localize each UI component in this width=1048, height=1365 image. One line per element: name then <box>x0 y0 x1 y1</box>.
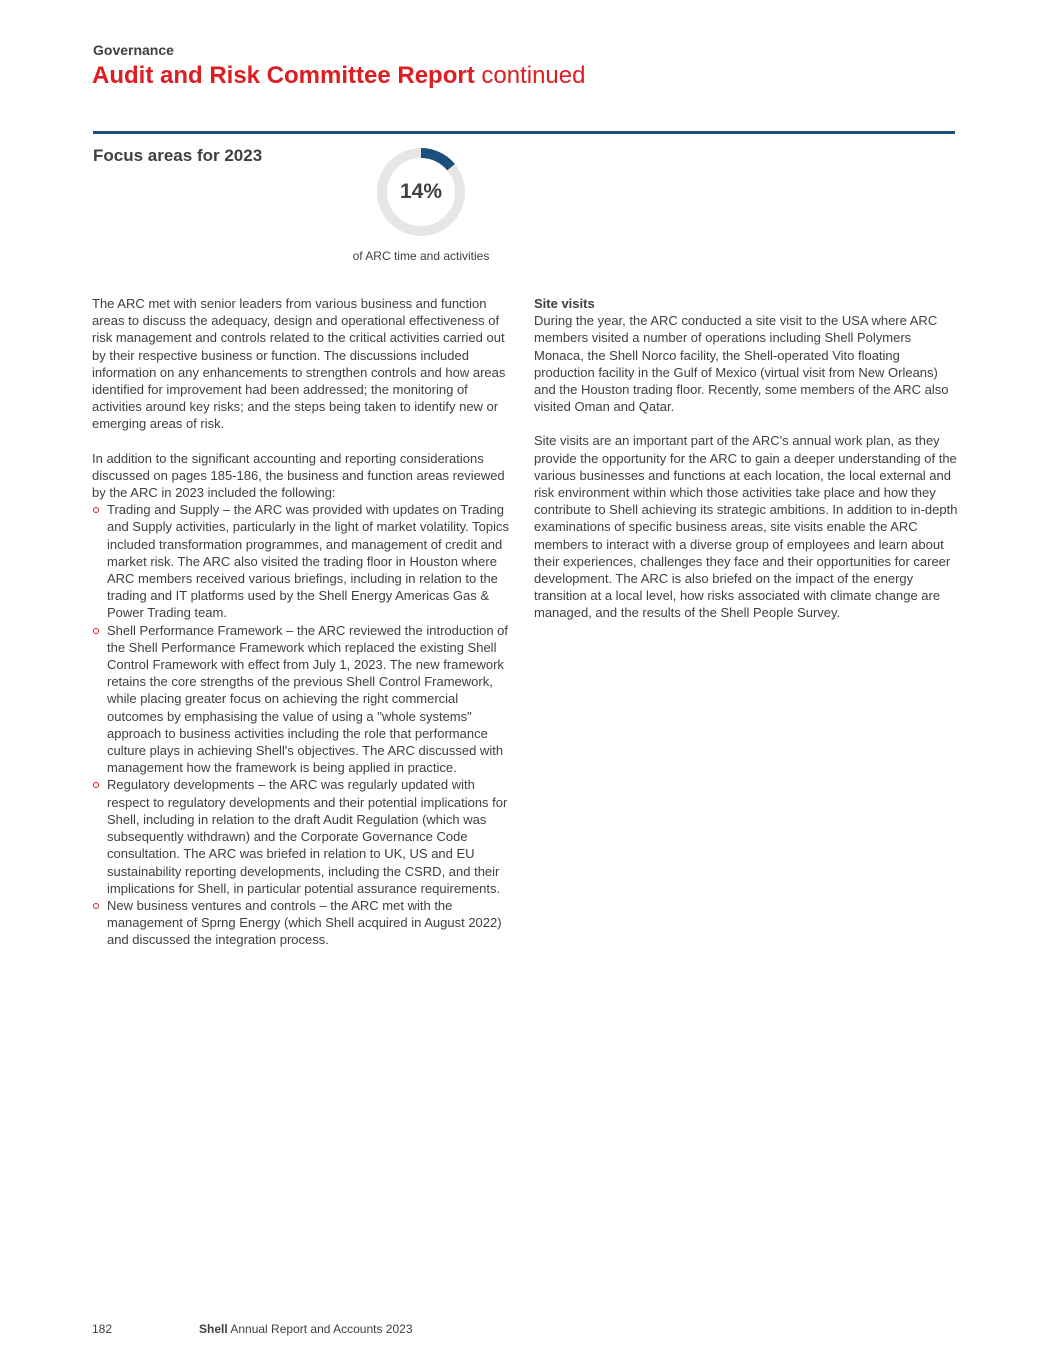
donut-percent-label: 14% <box>399 180 443 203</box>
list-item: Regulatory developments – the ARC was regularly updated with respect to regulatory developments and their potential implications for Shell, including in relation to the draft Audit Regulation (which was subsequently withdrawn) and the Corporate Governance Code consultation. The ARC was briefed in relation to UK, US and EU sustainability reporting developments, including the CSRD, and their implications for Shell, in particular potential assurance requirements. <box>92 776 516 896</box>
footer-brand-name: Shell <box>199 1322 228 1336</box>
list-item: Shell Performance Framework – the ARC reviewed the introduction of the Shell Performance Framework which replaced the existing Shell Control Framework with effect from July 1, 2023. The new framework retains the core strengths of the previous Shell Control Framework, while placing greater focus on achieving the right commercial outcomes by emphasising the value of using a "whole systems" approach to business activities including the role that performance culture plays in achieving Shell's objectives. The ARC discussed with management how the framework is being applied in practice. <box>92 622 516 777</box>
areas-reviewed-list <box>92 501 516 948</box>
areas-reviewed-paragraph: In addition to the significant accounting and reporting considerations discussed on pages 185-186, the business and function areas reviewed by the ARC in 2023 included the following: <box>92 450 505 501</box>
footer-publication <box>199 1322 413 1336</box>
list-item: Trading and Supply – the ARC was provided with updates on Trading and Supply activities, particularly in the light of market volatility. Topics included transformation programmes, and management of credit and market risk. The ARC also visited the trading floor in Houston where ARC members received various briefings, including in relation to the trading and IT platforms used by the Shell Energy Americas Gas & Power Trading team. <box>92 501 516 621</box>
page-title <box>92 62 585 90</box>
right-column <box>534 295 958 622</box>
page-title-main: Audit and Risk Committee Report <box>92 62 475 89</box>
left-column <box>92 295 516 949</box>
site-visits-paragraph-2: Site visits are an important part of the ARC's annual work plan, as they provide the opportunity for the ARC to gain a deeper understanding of the various businesses and functions at each location, the local external and risk environment within which those activities take place and how they contribute to Shell achieving its strategic ambitions. In addition to in-depth examinations of specific business areas, site visits enable the ARC members to interact with a diverse group of employees and learn about their experiences, challenges they face and their opportunities for career development. The ARC is also briefed on the impact of the energy transition at a local level, how risks associated with climate change are managed, and the results of the Shell People Survey. <box>534 433 958 621</box>
footer-publication-title: Annual Report and Accounts 2023 <box>230 1322 413 1336</box>
page-title-suffix: continued <box>481 62 586 89</box>
site-visits-paragraph-1: During the year, the ARC conducted a site visit to the USA where ARC members visited a number of operations including Shell Polymers Monaca, the Shell Norco facility, the Shell-operated Vito floating production facility in the Gulf of Mexico (virtual visit from New Orleans) and the Houston trading floor. Recently, some members of the ARC also visited Oman and Qatar. <box>534 313 949 415</box>
intro-paragraph: The ARC met with senior leaders from various business and function areas to discuss the adequacy, design and operational effectiveness of risk management and controls related to the critical activities carried out by their respective business or function. The discussions included information on any enhancements to strengthen controls and how areas identified for improvement had been addressed; the monitoring of activities around key risks; and the steps being taken to identify new or emerging areas of risk. <box>92 296 506 432</box>
section-divider <box>93 131 955 134</box>
section-label: Governance <box>93 42 174 58</box>
focus-donut-chart <box>374 145 468 239</box>
donut-caption: of ARC time and activities <box>352 249 490 263</box>
list-item: New business ventures and controls – the ARC met with the management of Sprng Energy (which Shell acquired in August 2022) and discussed the integration process. <box>92 897 516 949</box>
page-number: 182 <box>92 1322 113 1336</box>
site-visits-heading: Site visits <box>534 296 595 311</box>
focus-heading: Focus areas for 2023 <box>93 146 263 165</box>
